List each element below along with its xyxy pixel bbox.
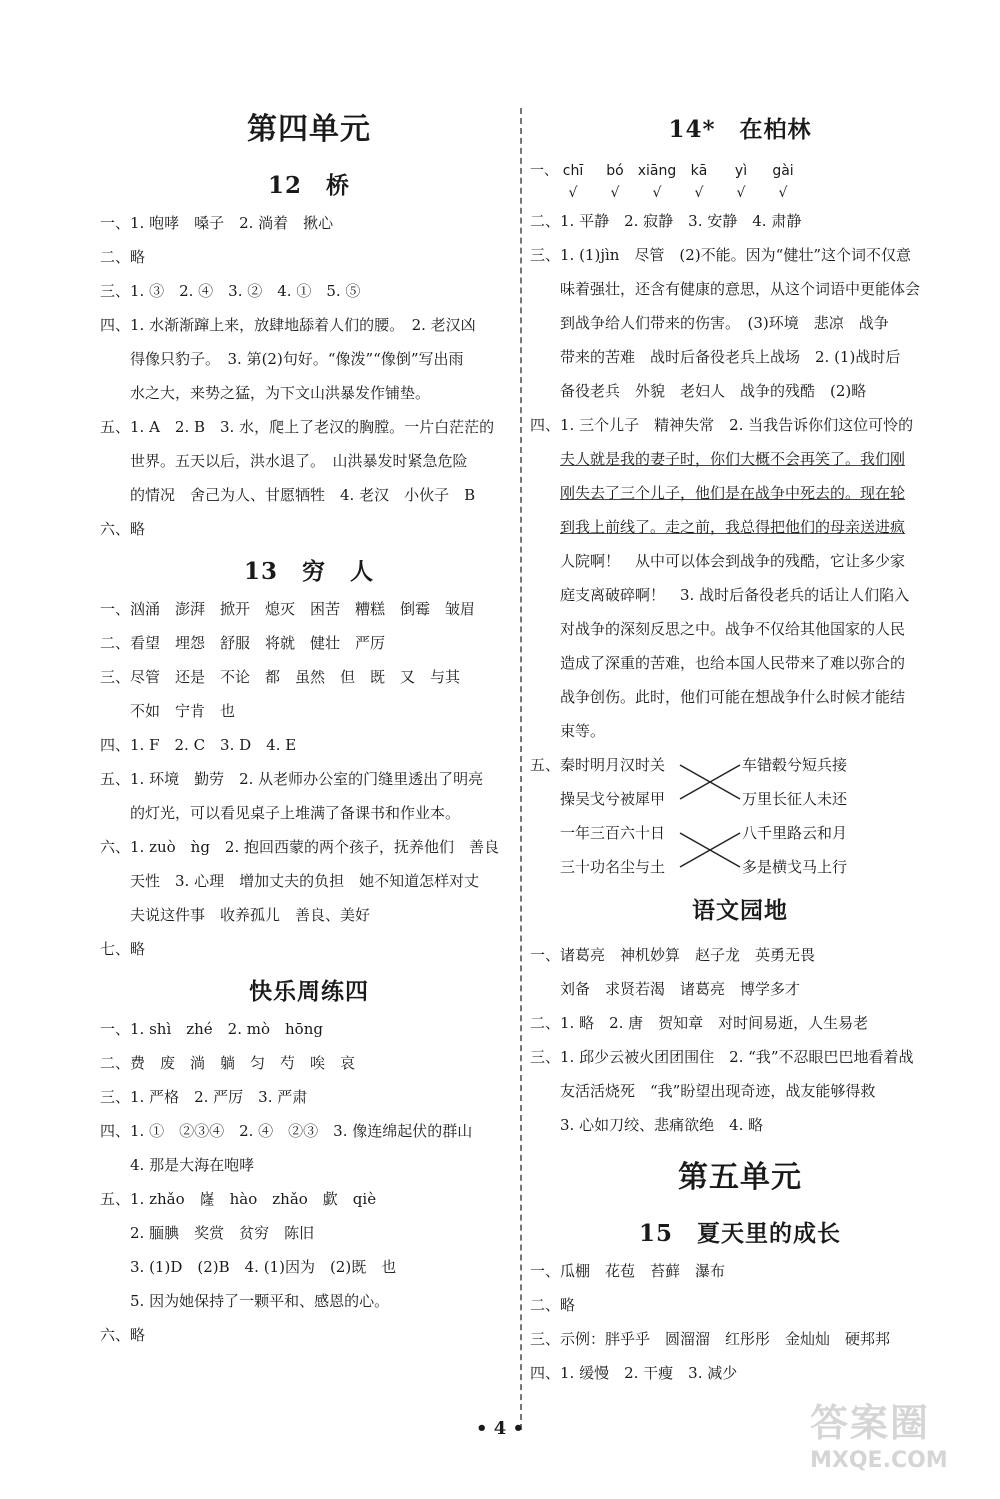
watermark-logo	[810, 1400, 980, 1490]
check-mark: √	[694, 185, 704, 201]
answer-line: 六、1. zuò ǹg 2. 抱回西蒙的两个孩子，抚养他们 善良	[100, 838, 500, 856]
column-divider	[520, 108, 522, 1430]
answer-line: 人院啊！ 从中可以体会到战争的残酷，它让多少家	[560, 552, 906, 570]
answer-line: 七、略	[100, 940, 146, 958]
answer-line: 友活活烧死 “我”盼望出现奇迹，战友能够得救	[560, 1082, 876, 1100]
answer-line: 一、1. 咆哮 嗓子 2. 淌着 揪心	[100, 214, 334, 232]
answer-line: 三、示例：胖乎乎 圆溜溜 红彤彤 金灿灿 硬邦邦	[530, 1330, 891, 1348]
page-number: • 4 •	[475, 1418, 525, 1439]
answer-line: 六、略	[100, 520, 146, 538]
answer-line: 二、1. 略 2. 唐 贺知章 对时间易逝，人生易老	[530, 1014, 869, 1032]
check-row	[530, 182, 950, 204]
watermark-top: 答案圈	[810, 1401, 931, 1445]
answer-line: 刚失去了三个儿子，他们是在战争中死去的。现在轮	[560, 484, 906, 502]
match-left-item: 操吴戈兮被犀甲	[560, 790, 666, 808]
answer-line: 五、1. 环境 勤劳 2. 从老师办公室的门缝里透出了明亮	[100, 770, 484, 788]
check-mark: √	[652, 185, 662, 201]
answer-line: 5. 因为她保持了一颗平和、感恩的心。	[130, 1292, 390, 1310]
match-right-item: 八千里路云和月	[742, 824, 848, 842]
answer-line: 水之大，来势之猛，为下文山洪暴发作铺垫。	[130, 384, 431, 402]
answer-line: 一、诸葛亮 神机妙算 赵子龙 英勇无畏	[530, 946, 816, 964]
answer-line: 造成了深重的苦难，也给本国人民带来了难以弥合的	[560, 654, 906, 672]
pinyin-item: bó	[606, 163, 624, 179]
answer-line: 备役老兵 外貌 老妇人 战争的残酷 (2)略	[560, 382, 867, 400]
answer-line: 3. (1)D (2)B 4. (1)因为 (2)既 也	[130, 1258, 397, 1276]
answer-line: 三、1. 严格 2. 严厉 3. 严肃	[100, 1088, 308, 1106]
check-mark: √	[610, 185, 620, 201]
answer-line: 三、1. (1)jìn 尽管 (2)不能。因为“健壮”这个词不仅意	[530, 246, 912, 264]
answer-line: 带来的苦难 战时后备役老兵上战场 2. (1)战时后	[560, 348, 901, 366]
answer-line: 得像只豹子。 3. 第(2)句好。“像泼”“像倒”写出雨	[130, 350, 464, 368]
answer-line: 4. 那是大海在咆哮	[130, 1156, 255, 1174]
match-prefix: 五、	[530, 756, 561, 774]
match-left-item: 三十功名尘与土	[560, 858, 666, 876]
pinyin-item: yì	[734, 163, 748, 179]
answer-line: 三、尽管 还是 不论 都 虽然 但 既 又 与其	[100, 668, 461, 686]
answer-line: 夫人就是我的妻子时，你们大概不会再笑了。我们刚	[560, 450, 906, 468]
answer-line: 2. 腼腆 奖赏 贫穷 陈旧	[130, 1224, 315, 1242]
answer-line: 到我上前线了。走之前，我总得把他们的母亲送进疯	[560, 518, 906, 536]
answer-line: 夫说这件事 收养孤儿 善良、美好	[130, 906, 371, 924]
answer-line: 二、看望 埋怨 舒服 将就 健壮 严厉	[100, 634, 386, 652]
answer-line: 四、1. 水渐渐蹿上来，放肆地舔着人们的腰。 2. 老汉凶	[100, 316, 476, 334]
answer-line: 到战争给人们带来的伤害。 (3)环境 悲凉 战争	[560, 314, 889, 332]
answer-line: 一、汹涌 澎湃 掀开 熄灭 困苦 糟糕 倒霉 皱眉	[100, 600, 476, 618]
answer-line: 3. 心如刀绞、悲痛欲绝 4. 略	[560, 1116, 764, 1134]
answer-line: 刘备 求贤若渴 诸葛亮 博学多才	[560, 980, 801, 998]
answer-line: 不如 宁肯 也	[130, 702, 236, 720]
unit-title: 第四单元	[247, 112, 371, 147]
watermark-bottom: MXQE.COM	[810, 1448, 948, 1473]
answer-line: 四、1. 三个儿子 精神失常 2. 当我告诉你们这位可怜的	[530, 416, 914, 434]
check-mark: √	[568, 185, 578, 201]
pinyin-row	[530, 160, 950, 182]
answer-line: 二、略	[530, 1296, 576, 1314]
pinyin-item: gài	[772, 163, 794, 179]
answer-line: 的灯光，可以看见桌子上堆满了备课书和作业本。	[130, 804, 461, 822]
match-left-text: 秦时明月汉时关	[560, 756, 666, 774]
lesson-title: 快乐周练四	[249, 978, 369, 1005]
check-mark: √	[778, 185, 788, 201]
unit-title: 第五单元	[678, 1160, 802, 1195]
left-column	[100, 100, 518, 1352]
match-right-item: 车错毂兮短兵接	[742, 756, 848, 774]
answer-line: 五、1. A 2. B 3. 水，爬上了老汉的胸膛。一片白茫茫的	[100, 418, 495, 436]
pinyin-item: kā	[690, 163, 708, 179]
answer-line: 二、略	[100, 248, 146, 266]
lesson-title: 12 桥	[267, 172, 350, 199]
answer-line: 四、1. 缓慢 2. 干瘦 3. 减少	[530, 1364, 738, 1382]
answer-line: 束等。	[560, 722, 606, 740]
answer-line: 五、1. zhǎo 嶐 hào zhǎo 歔 qiè	[100, 1190, 377, 1208]
lesson-title: 语文园地	[692, 897, 788, 924]
answer-line: 六、略	[100, 1326, 146, 1344]
pinyin-item: chī	[562, 163, 584, 179]
answer-line: 战争创伤。此时，他们可能在想战争什么时候才能结	[560, 688, 906, 706]
lesson-title: 14* 在柏林	[668, 116, 812, 143]
lesson-title: 15 夏天里的成长	[638, 1220, 841, 1247]
answer-line: 二、费 废 淌 躺 匀 芍 唉 哀	[100, 1054, 356, 1072]
answer-line: 四、1. ① ②③④ 2. ④ ②③ 3. 像连绵起伏的群山	[100, 1122, 473, 1140]
match-right-item: 多是横戈马上行	[742, 858, 848, 876]
answer-line: 天性 3. 心理 增加丈夫的负担 她不知道怎样对丈	[130, 872, 480, 890]
answer-line: 一、1. shì zhé 2. mò hōng	[100, 1020, 323, 1038]
answer-line: 世界。五天以后，洪水退了。 山洪暴发时紧急危险	[130, 452, 468, 470]
pinyin-item: xiāng	[637, 163, 677, 179]
lesson-title: 13 穷 人	[243, 558, 374, 585]
answer-line: 四、1. F 2. C 3. D 4. E	[100, 736, 297, 754]
answer-line: 味着强壮，还含有健康的意思，从这个词语中更能体会	[560, 280, 921, 298]
right-column	[530, 100, 950, 1390]
poem-matching	[530, 748, 950, 884]
answer-line: 三、1. ③ 2. ④ 3. ② 4. ① 5. ⑤	[100, 282, 361, 300]
match-right-item: 万里长征人未还	[742, 790, 848, 808]
answer-line: 庭支离破碎啊！ 3. 战时后备役老兵的话让人们陷入	[560, 586, 910, 604]
answer-line: 一、瓜棚 花苞 苔藓 瀑布	[530, 1262, 726, 1280]
answer-line: 的情况 舍己为人、甘愿牺牲 4. 老汉 小伙子 B	[130, 486, 476, 504]
answer-line: 对战争的深刻反思之中。战争不仅给其他国家的人民	[560, 620, 906, 638]
pinyin-prefix: 一、	[530, 163, 558, 179]
answer-line: 二、1. 平静 2. 寂静 3. 安静 4. 肃静	[530, 212, 802, 230]
check-mark: √	[736, 185, 746, 201]
match-left-item	[530, 748, 665, 782]
match-left-item: 一年三百六十日	[560, 824, 666, 842]
answer-line: 三、1. 邱少云被火团团围住 2. “我”不忍眼巴巴地看着战	[530, 1048, 914, 1066]
